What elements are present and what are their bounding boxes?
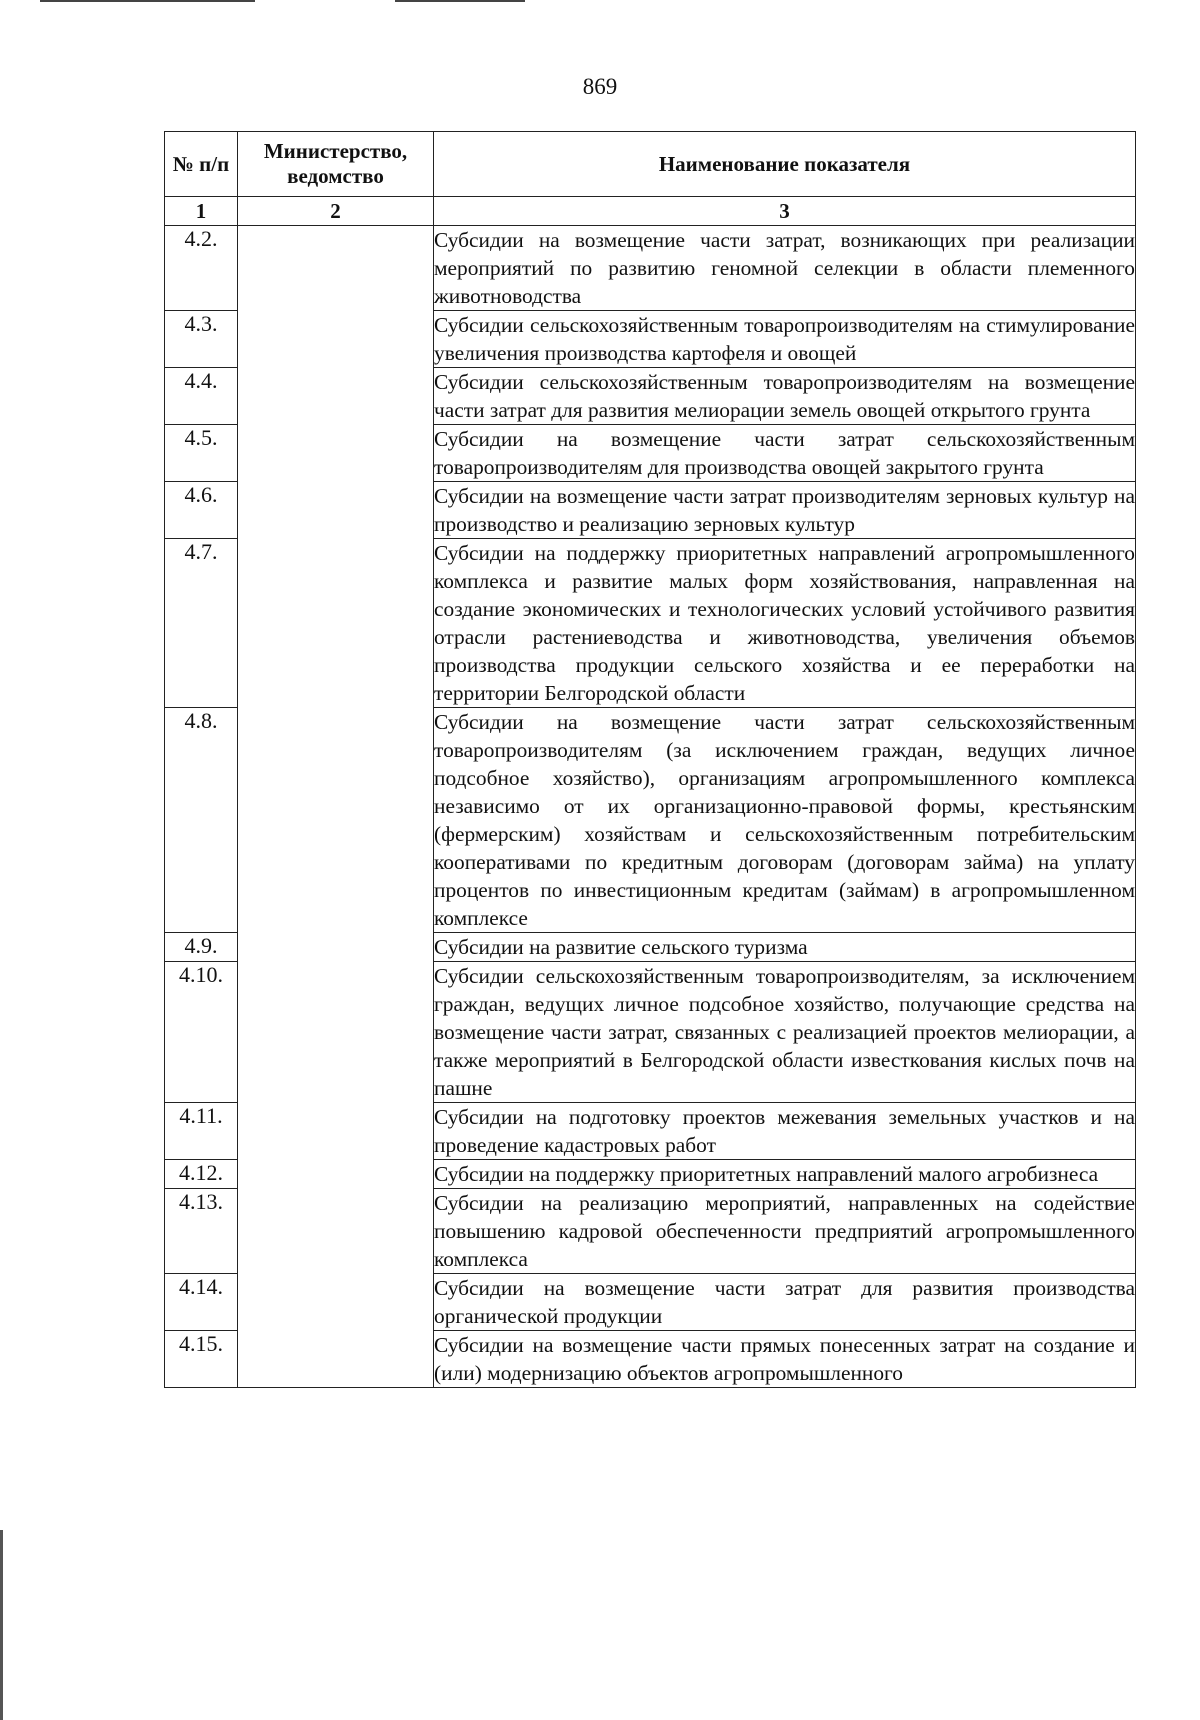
- row-number: 4.5.: [165, 425, 238, 482]
- scan-artifact-line: [40, 0, 255, 2]
- table-row: [165, 226, 1136, 311]
- indicator-name: Субсидии на реализацию мероприятий, направленных на содействие повышению кадровой обеспеченности предприятий агропромышленного комплекса: [434, 1189, 1136, 1274]
- column-number: 1: [165, 197, 238, 226]
- indicator-name: Субсидии сельскохозяйственным товаропроизводителям, за исключением граждан, ведущих личное подсобное хозяйство, получающие средства на возмещение части затрат, связанных с реализацией проектов мелиорации, а также мероприятий в Белгородской области известкования кислых почв на пашне: [434, 962, 1136, 1103]
- indicator-name: Субсидии на развитие сельского туризма: [434, 933, 1136, 962]
- header-indicator-name: Наименование показателя: [434, 132, 1136, 197]
- scan-artifact-edge: [0, 1530, 3, 1720]
- indicator-name: Субсидии на возмещение части затрат производителям зерновых культур на производство и реализацию зерновых культур: [434, 482, 1136, 539]
- column-number: 2: [238, 197, 434, 226]
- row-number: 4.6.: [165, 482, 238, 539]
- header-ministry: Министерство, ведомство: [238, 132, 434, 197]
- indicator-name: Субсидии на возмещение части затрат для развития производства органической продукции: [434, 1274, 1136, 1331]
- indicator-name: Субсидии на возмещение части затрат сельскохозяйственным товаропроизводителям (за исключением граждан, ведущих личное подсобное хозяйство), организациям агропромышленного комплекса независимо от их организационно-правовой формы, крестьянским (фермерским) хозяйствам и сельскохозяйственным потребительским кооперативами по кредитным договорам (договорам займа) на уплату процентов по инвестиционным кредитам (займам) в агропромышленном комплексе: [434, 708, 1136, 933]
- indicator-name: Субсидии на подготовку проектов межевания земельных участков и на проведение кадастровых работ: [434, 1103, 1136, 1160]
- row-number: 4.11.: [165, 1103, 238, 1160]
- row-number: 4.12.: [165, 1160, 238, 1189]
- header-number: № п/п: [165, 132, 238, 197]
- page-number: 869: [582, 74, 618, 99]
- row-number: 4.13.: [165, 1189, 238, 1274]
- row-number: 4.7.: [165, 539, 238, 708]
- scan-artifact-line: [395, 0, 525, 2]
- row-number: 4.4.: [165, 368, 238, 425]
- row-number: 4.9.: [165, 933, 238, 962]
- indicator-name: Субсидии сельскохозяйственным товаропроизводителям на стимулирование увеличения производства картофеля и овощей: [434, 311, 1136, 368]
- column-number: 3: [434, 197, 1136, 226]
- table-header-row: [165, 132, 1136, 197]
- ministry-cell: [238, 226, 434, 1388]
- row-number: 4.3.: [165, 311, 238, 368]
- indicator-name: Субсидии сельскохозяйственным товаропроизводителям на возмещение части затрат для развития мелиорации земель овощей открытого грунта: [434, 368, 1136, 425]
- row-number: 4.14.: [165, 1274, 238, 1331]
- row-number: 4.2.: [165, 226, 238, 311]
- indicator-name: Субсидии на возмещение части затрат сельскохозяйственным товаропроизводителям для производства овощей закрытого грунта: [434, 425, 1136, 482]
- row-number: 4.10.: [165, 962, 238, 1103]
- indicator-name: Субсидии на поддержку приоритетных направлений агропромышленного комплекса и развитие малых форм хозяйствования, направленная на создание экономических и технологических условий устойчивого развития отрасли растениеводства и животноводства, увеличения объемов производства продукции сельского хозяйства и ее переработки на территории Белгородской области: [434, 539, 1136, 708]
- indicator-name: Субсидии на возмещение части прямых понесенных затрат на создание и (или) модернизацию объектов агропромышленного: [434, 1331, 1136, 1388]
- column-number-row: [165, 197, 1136, 226]
- indicator-name: Субсидии на поддержку приоритетных направлений малого агробизнеса: [434, 1160, 1136, 1189]
- indicator-name: Субсидии на возмещение части затрат, возникающих при реализации мероприятий по развитию геномной селекции в области племенного животноводства: [434, 226, 1136, 311]
- row-number: 4.8.: [165, 708, 238, 933]
- row-number: 4.15.: [165, 1331, 238, 1388]
- table-body: [165, 226, 1136, 1388]
- indicators-table: [164, 131, 1136, 1388]
